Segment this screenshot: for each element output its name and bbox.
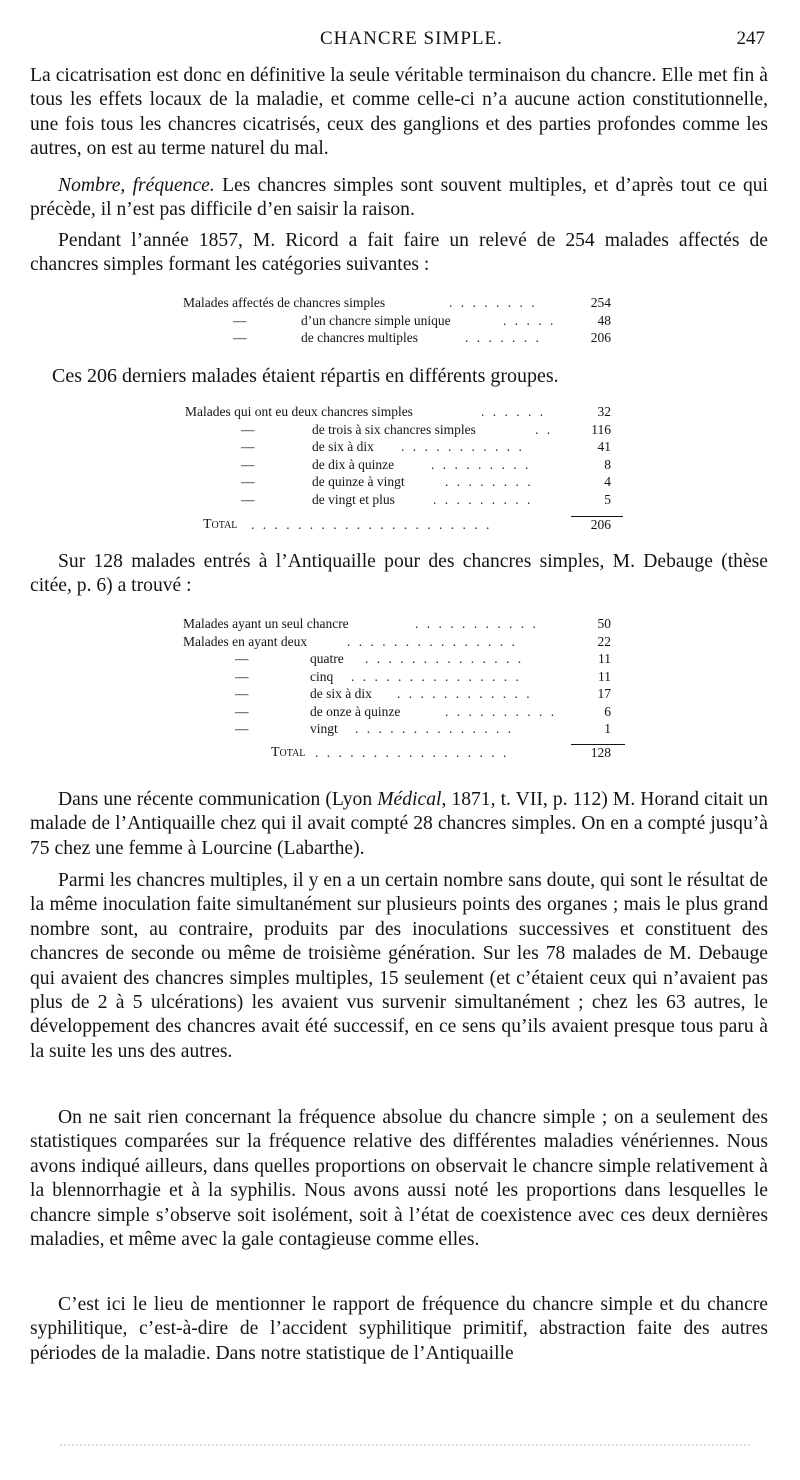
row-value: 41 [597, 439, 611, 454]
table-row [183, 650, 623, 668]
ditto-dash: — [235, 686, 249, 701]
ditto-dash: — [235, 721, 249, 736]
leader-dots: . . . . . . . . . . [445, 703, 557, 719]
ditto-dash: — [241, 474, 255, 489]
table-row [185, 473, 615, 491]
row-label: Malades en ayant deux [183, 633, 308, 649]
row-value: 1 [604, 721, 611, 736]
table-row [183, 329, 613, 347]
leader-dots: . . . . . . . . . . . . . . [355, 721, 514, 736]
total-label: Total [203, 517, 238, 532]
journal-title: Médical [377, 789, 442, 810]
row-label: vingt [310, 721, 338, 736]
row-label: de trois à six chancres simples [312, 421, 476, 437]
row-value: 22 [597, 633, 611, 649]
table-debauge [183, 615, 623, 761]
leader-dots: . . . . . . . . . . . . [397, 686, 533, 701]
ditto-dash: — [233, 330, 247, 345]
leader-dots: . . . . . . . . . . . . . . . [351, 668, 522, 684]
row-value: 48 [597, 312, 611, 328]
total-value: 128 [590, 744, 611, 760]
table-ricord [183, 294, 613, 347]
ditto-dash: — [241, 421, 255, 437]
table-row [183, 633, 623, 651]
paragraph-horand-b: , 1871, t. VII, p. 112) M. Horand citait un malade de l’Antiquaille chez qui il avait compté 28 chancres simples. On en a compté jusqu’à 75 chez une femme à Lourcine (Labarthe). [30, 789, 768, 859]
leader-dots: . . . . . . . . . . . [401, 439, 525, 454]
ditto-dash: — [235, 703, 249, 719]
paragraph-debauge: Sur 128 malades entrés à l’Antiquaille pour des chancres simples, M. Debauge (thèse citée, p. 6) a trouvé : [30, 551, 768, 597]
leader-dots: . . . . . [503, 312, 556, 328]
table-row [183, 615, 623, 633]
total-label: Total [271, 744, 306, 760]
running-title: CHANCRE SIMPLE. [320, 28, 503, 49]
row-label: d’un chancre simple unique [301, 312, 451, 328]
leader-dots: . . . . . . . . . [431, 456, 531, 472]
paragraph-ricord: Pendant l’année 1857, M. Ricord a fait faire un relevé de 254 malades affectés de chancres simples formant les catégories suivantes : [30, 230, 768, 276]
leader-dots: . . . . . . . . . . . . . . . . . [315, 744, 509, 760]
row-label: quatre [310, 651, 344, 666]
row-value: 11 [598, 668, 611, 684]
ditto-dash: — [233, 312, 247, 328]
paragraph-cicatrisation: La cicatrisation est donc en définitive la seule véritable terminaison du chancre. Elle met fin à tous les effets locaux de la maladie, et comme celle-ci n’a aucune action constitutionnelle, une fois tous les chancres cicatrisés, ceux des ganglions et des parties profondes comme les autres, on est au terme naturel du mal. [30, 65, 768, 160]
page-bottom-artifact [60, 1444, 750, 1450]
paragraph-horand-a: Dans une récente communication (Lyon [58, 789, 378, 810]
leader-dots: . . . . . . . . . [433, 491, 533, 507]
paragraph-horand [30, 788, 768, 861]
table-row [183, 685, 623, 703]
row-value: 11 [598, 651, 611, 666]
leader-dots: . . . . . . . [465, 330, 542, 345]
page-header [30, 28, 765, 56]
leader-dots: . . . . . . . . . . . . . . [365, 651, 524, 666]
row-label: de six à dix [310, 686, 372, 701]
row-value: 116 [591, 421, 611, 437]
table-row [185, 421, 615, 439]
table-row [185, 491, 615, 509]
leader-dots: . . . . . . . . . . . [415, 616, 539, 631]
table-groupes [185, 403, 615, 534]
total-value: 206 [590, 517, 611, 532]
paragraph-repartition: Ces 206 derniers malades étaient répartis en différents groupes. [52, 365, 559, 387]
table-row [183, 312, 613, 330]
ditto-dash: — [241, 439, 255, 454]
row-label: de dix à quinze [312, 456, 395, 472]
section-heading-nombre-frequence: Nombre, fréquence. [58, 175, 215, 196]
row-label: de quinze à vingt [312, 474, 405, 489]
row-label: de six à dix [312, 439, 374, 454]
ditto-dash: — [235, 651, 249, 666]
row-label: de onze à quinze [310, 703, 401, 719]
row-value: 6 [604, 703, 611, 719]
table-row [183, 703, 623, 721]
table-row [183, 668, 623, 686]
paragraph-nombre-frequence [30, 174, 768, 223]
leader-dots: . . . . . . . . [449, 295, 538, 310]
paragraph-chancres-multiples: Parmi les chancres multiples, il y en a un certain nombre sans doute, qui sont le résultat de la même inoculation faite simultanément sur plusieurs points des organes ; mais le plus grand nombre sont, au contraire, produits par des inoculations successives et constituent des chancres de seconde ou même de troisième génération. Sur les 78 malades de M. Debauge qui avaient des chancres simples multiples, 15 seulement (et c’étaient ceux qui n’avaient pas plus de 2 à 5 ulcérations) les avaient vus survenir simultanément ; chez les 63 autres, le développement des chancres avait été successif, en ce sens qu’ils avaient presque tous paru à la suite les uns des autres. [30, 870, 768, 1062]
leader-dots: . . [535, 421, 553, 437]
table-row [185, 403, 615, 421]
paragraph-nombre-text: Les chancres simples sont souvent multiples, et d’après tout ce qui précède, il n’est pas difficile d’en saisir la raison. [30, 175, 768, 221]
row-value: 206 [590, 330, 611, 345]
row-label: de chancres multiples [301, 330, 418, 345]
leader-dots: . . . . . . . . [445, 474, 534, 489]
table-row [185, 456, 615, 474]
row-label: Malades affectés de chancres simples [183, 295, 386, 310]
leader-dots: . . . . . . . . . . . . . . . [347, 633, 518, 649]
row-label: de vingt et plus [312, 491, 395, 507]
ditto-dash: — [241, 491, 255, 507]
page-number: 247 [736, 28, 765, 49]
row-label: Malades ayant un seul chancre [183, 616, 349, 631]
leader-dots: . . . . . . [481, 404, 546, 419]
row-value: 32 [597, 404, 611, 419]
table-row [183, 294, 613, 312]
ditto-dash: — [235, 668, 249, 684]
table-total-row [185, 516, 615, 534]
row-value: 254 [590, 295, 611, 310]
paragraph-frequence-absolue: On ne sait rien concernant la fréquence absolue du chancre simple ; on a seulement des statistiques comparées sur la fréquence relative des différentes maladies vénériennes. Nous avons indiqué ailleurs, dans quelles proportions on observait le chancre simple relativement à la blennorrhagie et à la syphilis. Nous avons aussi noté les proportions dans lesquelles le chancre simple s’observe soit isolément, soit à l’état de coexistence avec ces deux dernières maladies, et même avec la gale contagieuse comme elles. [30, 1107, 768, 1251]
paragraph-rapport-frequence: C’est ici le lieu de mentionner le rapport de fréquence du chancre simple et du chancre syphilitique, c’est-à-dire de l’accident syphilitique primitif, abstraction faite des autres périodes de la maladie. Dans notre statistique de l’Antiquaille [30, 1294, 768, 1364]
table-row [185, 438, 615, 456]
table-total-row [183, 744, 623, 762]
leader-dots: . . . . . . . . . . . . . . . . . . . . . [251, 517, 492, 532]
table-row [183, 720, 623, 738]
row-value: 8 [604, 456, 611, 472]
row-value: 50 [597, 616, 611, 631]
row-value: 17 [597, 686, 611, 701]
row-label: cinq [310, 668, 334, 684]
row-value: 5 [604, 491, 611, 507]
row-value: 4 [604, 474, 611, 489]
ditto-dash: — [241, 456, 255, 472]
row-label: Malades qui ont eu deux chancres simples [185, 404, 413, 419]
